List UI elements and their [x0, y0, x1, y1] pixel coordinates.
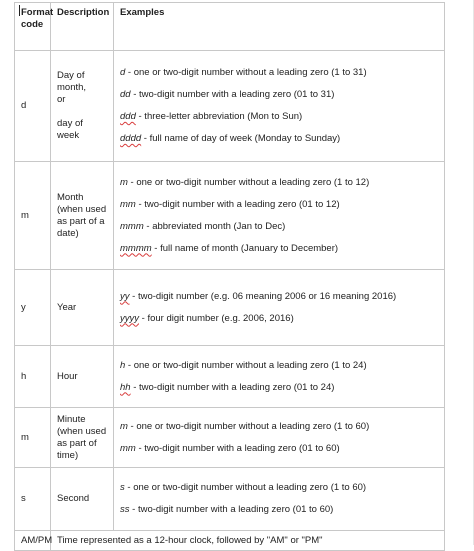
example-text: - two-digit number with a leading zero (01 to 31)	[130, 89, 335, 100]
format-token: s	[120, 482, 125, 493]
format-token: ddd	[120, 111, 136, 122]
example-line	[120, 243, 438, 255]
example-text: - one or two-digit number without a leading zero (1 to 60)	[124, 482, 367, 493]
description-line: or	[57, 94, 66, 105]
format-token: mmmm	[120, 242, 152, 254]
description-cell	[51, 270, 114, 346]
examples-cell	[114, 270, 445, 346]
table-row	[15, 468, 445, 531]
example-text: - one or two-digit number without a leading zero (1 to 31)	[125, 67, 367, 78]
format-token: ss	[120, 504, 130, 515]
description-cell	[51, 408, 114, 468]
example-line	[120, 199, 438, 211]
example-line	[120, 177, 438, 189]
example-line	[120, 89, 438, 101]
table-header-row	[15, 3, 445, 51]
format-token: m	[120, 176, 128, 188]
description-cell	[51, 162, 114, 270]
example-line	[120, 291, 438, 303]
format-token: h	[120, 359, 126, 371]
example-line	[120, 360, 438, 372]
format-token: mm	[120, 442, 136, 454]
description-line: Month (when used as part of a date)	[57, 191, 107, 239]
example-text: - two-digit number with a leading zero (01 to 24)	[130, 381, 335, 393]
format-token: dddd	[120, 133, 142, 144]
examples-cell	[114, 468, 445, 531]
example-line	[120, 382, 438, 394]
examples-cell	[114, 162, 445, 270]
table-row-ampm	[15, 531, 445, 551]
description-line: Day of month,	[57, 70, 87, 93]
description-line: Second	[57, 493, 90, 504]
description-cell	[51, 346, 114, 408]
format-code-cell: m	[15, 162, 51, 270]
ampm-description-cell: Time represented as a 12-hour clock, followed by "AM" or "PM"	[51, 531, 445, 551]
table-row	[15, 346, 445, 408]
format-code-cell: d	[15, 51, 51, 162]
format-token: d	[120, 67, 126, 78]
description-cell	[51, 468, 114, 531]
table-row	[15, 408, 445, 468]
header-description: Description	[51, 3, 114, 51]
description-line: Hour	[57, 370, 78, 382]
example-line	[120, 421, 438, 433]
example-line	[120, 221, 438, 233]
example-text: - three-letter abbreviation (Mon to Sun)	[135, 111, 303, 122]
format-token: mm	[120, 198, 136, 210]
format-code-cell: y	[15, 270, 51, 346]
header-examples: Examples	[114, 3, 445, 51]
example-text: - abbreviated month (Jan to Dec)	[143, 220, 286, 232]
format-code-cell: AM/PM	[15, 531, 51, 551]
format-token: hh	[120, 381, 131, 393]
format-token: dd	[120, 89, 131, 100]
example-line	[120, 482, 438, 494]
format-code-cell: h	[15, 346, 51, 408]
format-token: yyyy	[120, 312, 139, 324]
example-text: - two-digit number (e.g. 06 meaning 2006 or 16 meaning 2016)	[129, 290, 397, 302]
example-text: - full name of day of week (Monday to Sunday)	[141, 133, 341, 144]
example-text: - full name of month (January to December)	[151, 242, 339, 254]
example-line	[120, 313, 438, 325]
format-code-cell: s	[15, 468, 51, 531]
example-text: - one or two-digit number without a leading zero (1 to 12)	[127, 176, 370, 188]
examples-cell	[114, 408, 445, 468]
format-code-table	[14, 2, 445, 551]
description-cell	[51, 51, 114, 162]
example-line	[120, 133, 438, 145]
example-line	[120, 443, 438, 455]
example-text: - one or two-digit number without a leading zero (1 to 60)	[127, 420, 370, 432]
header-format-code: Format code	[15, 3, 51, 51]
example-text: - two-digit number with a leading zero (01 to 60)	[135, 442, 340, 454]
description-line: Year	[57, 301, 77, 313]
table-row	[15, 162, 445, 270]
example-text: - one or two-digit number without a leading zero (1 to 24)	[125, 359, 367, 371]
format-code-cell: m	[15, 408, 51, 468]
example-line	[120, 67, 438, 79]
description-line: day of week	[57, 118, 83, 141]
examples-cell	[114, 51, 445, 162]
example-line	[120, 504, 438, 516]
table-row	[15, 51, 445, 162]
example-text: - two-digit number with a leading zero (01 to 12)	[135, 198, 340, 210]
format-token: mmm	[120, 220, 144, 232]
example-text: - four digit number (e.g. 2006, 2016)	[139, 312, 294, 324]
example-line	[120, 111, 438, 123]
format-token: yy	[120, 290, 130, 302]
table-row	[15, 270, 445, 346]
format-token: m	[120, 420, 128, 432]
example-text: - two-digit number with a leading zero (01 to 60)	[129, 504, 334, 515]
description-line: Minute (when used as part of time)	[57, 413, 107, 461]
examples-cell	[114, 346, 445, 408]
